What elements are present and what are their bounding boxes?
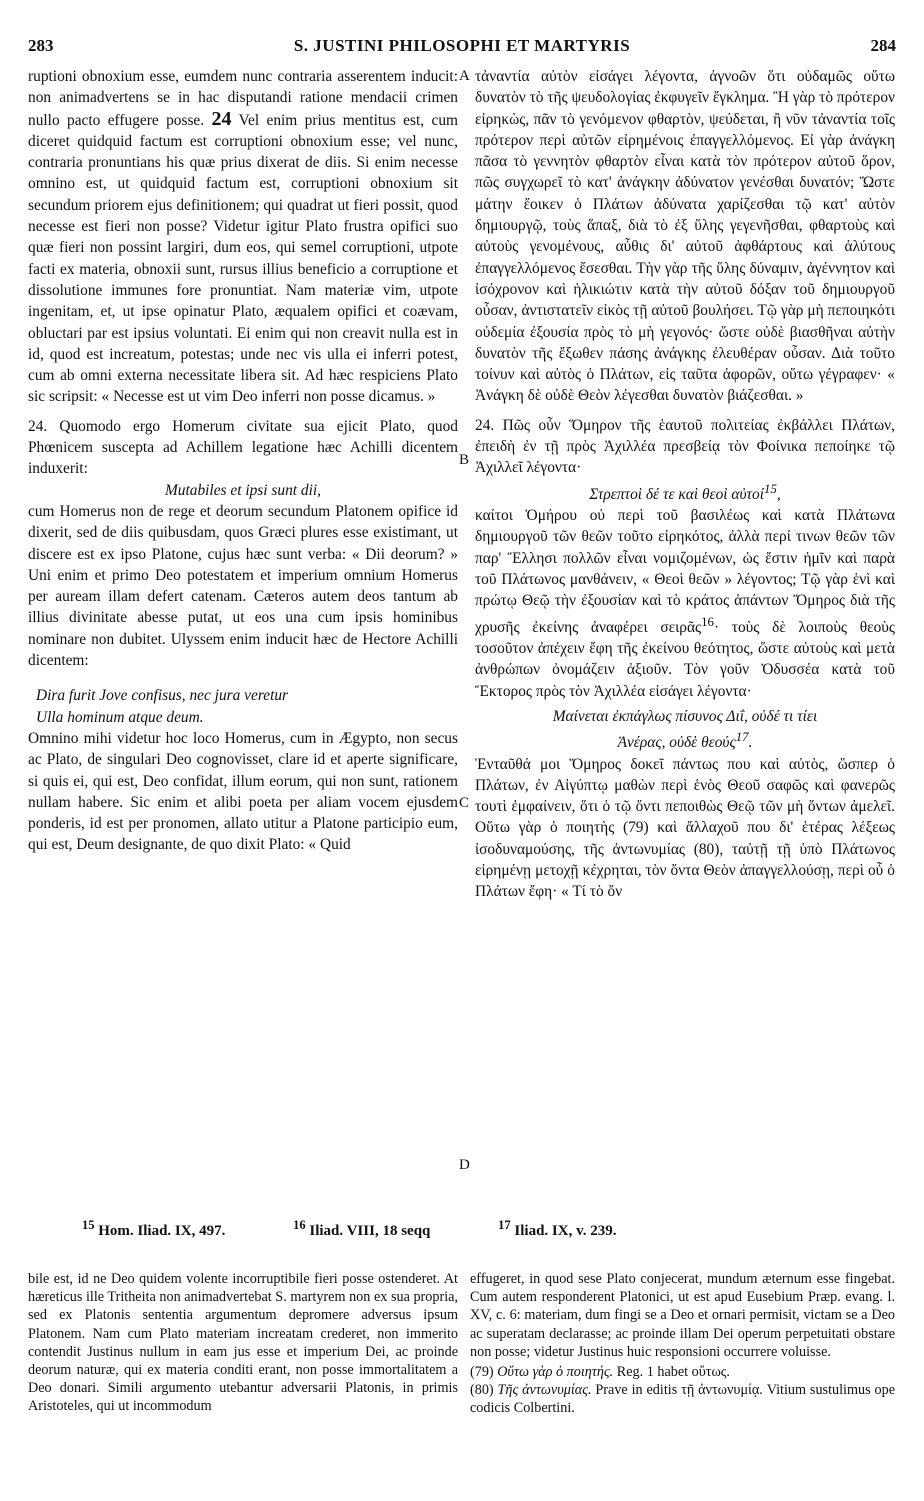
note-79: (79) Οὕτω γὰρ ὁ ποιητής. Reg. 1 habet οὕτως. bbox=[470, 1364, 730, 1381]
latin-verse: Ulla hominum atque deum. bbox=[36, 708, 204, 726]
latin-column bbox=[28, 66, 458, 856]
greek-verse: Στρεπτοὶ δέ τε καὶ θεοὶ αὐτοί$^{15}$, bbox=[589, 481, 781, 503]
latin-paragraph: Omnino mihi videtur hoc loco Homerus, cum in Ægypto, non secus ac Plato, de singulari Deo cognovisset, clare id et aperte significare, si quis ei, qui est, Deo confidat, illum eorum, qui non sunt, rationem nullam habere. Sic enim et alibi poeta per aliam vocem ejusdem ponderis, id est per pronomen, allato utitur a Platone participio eum, qui est, Deum designante, de quo dixit Plato: « Quid bbox=[28, 729, 458, 854]
running-header bbox=[28, 36, 896, 60]
footnote: $^{16}$ Iliad. VIII, 18 seqq bbox=[293, 1218, 431, 1239]
margin-letter-c: C bbox=[459, 795, 470, 811]
latin-paragraph: cum Homerus non de rege et deorum secundum Platonem opifice id dixerit, sed de diis quibusdam, quos Græci plures esse existimant, ut discere est ex ipso Platone, cujus hæc sunt verba: « Dii deorum? » Uni enim et primo Deo potestatem et imperium omnium Homerus per auream illam defert catenam. Cæteros autem deos tantum ab illius divinitate abesse putat, ut eos una cum ipsis hominibus nominare non dubitet. Ulyssem enim inducit hæc de Hectore Achilli dicentem: bbox=[28, 502, 458, 670]
latin-paragraph: 24. Quomodo ergo Homerum civitate sua ejicit Plato, quod Phœnicem suscepta ad Achillem legatione hæc Achilli dicentem induxerit: bbox=[28, 417, 458, 478]
greek-column bbox=[475, 66, 895, 903]
section-number: 24 bbox=[211, 107, 232, 130]
running-title: S. JUSTINI PHILOSOPHI ET MARTYRIS bbox=[293, 36, 631, 55]
footnote-ref: 16 bbox=[701, 614, 714, 629]
footnote-ref: 17 bbox=[735, 730, 749, 745]
greek-verse: Μαίνεται ἐκπάγλως πίσυνος Διΐ, οὐδέ τι τίει bbox=[552, 707, 818, 725]
margin-letter-d: D bbox=[459, 1157, 470, 1173]
note-80: (80) Τῆς ἀντωνυμίας. Prave in editis τῇ ἀντωνυμίᾳ. Vitium sustulimus ope codicis Colbertini. bbox=[470, 1382, 896, 1417]
notes-right-column bbox=[470, 1270, 895, 1418]
footnotes bbox=[82, 1218, 882, 1240]
greek-paragraph: καίτοι Ὁμήρου οὐ περὶ τοῦ βασιλέως καὶ κατὰ Πλάτωνα δημιουργοῦ τῶν θεῶν τοῦτο εἰρηκότος, ἀλλὰ περί τινων θεῶν τῶν παρ' Ἕλλησι πολλῶν εἶναι νομιζομένων, ὡς ἔστιν ἡμῖν καὶ παρὰ τοῦ Πλάτωνος μανθάνειν, « Θεοὶ θεῶν » λέγοντος; Τῷ γὰρ ἑνὶ καὶ πρώτῳ Θεῷ τὴν ἐξουσίαν καὶ τὸ κράτος ἁπάντων Ὅμηρος διὰ τῆς χρυσῆς ἐκείνης ἀναφέρει σειρᾶς$^{16}$· τοὺς δὲ λοιποὺς θεοὺς τοσοῦτον ἀπέχειν ἔφη τῆς ἐκείνου θεότητος, ὥστε αὐτοὺς καὶ μετὰ ἀνθρώπων ὀνομάζειν ἀξιοῦν. Τὸν γοῦν Ὀδυσσέα κατὰ τοῦ Ἕκτορος πρὸς τὸν Ἀχιλλέα εἰσάγει λέγοντα· bbox=[475, 507, 895, 700]
notes-left-column bbox=[28, 1270, 458, 1416]
greek-paragraph: Ἐνταῦθά μοι Ὅμηρος δοκεῖ πάντως που καὶ αὐτὸς, ὥσπερ ὁ Πλάτων, ἐν Αἰγύπτῳ μαθὼν περὶ ἑνὸς Θεοῦ σαφῶς καὶ φανερῶς τουτὶ ἐμφαίνειν, ὅτι ὁ τῷ ὄντι πεποιθὼς Θεῷ τῶν μὴ ὄντων ἀμελεῖ. Οὕτω γὰρ ὁ ποιητὴς (79) καὶ ἄλλαχοῦ που δι' ἑτέρας λέξεως ἰσοδυναμούσης, τῆς ἀντωνυμίας (80), ταὐτῇ τῇ ὑπὸ Πλάτωνος εἰρημένῃ μετοχῇ κέχρηται, τὸν ὄντα Θεὸν ἀπαγγελλούσῃ, περὶ οὗ ὁ Πλάτων ἔφη· « Τί τὸ ὄν bbox=[475, 755, 895, 901]
latin-verse: Mutabiles et ipsi sunt dii, bbox=[164, 481, 322, 499]
footnote: $^{15}$ Hom. Iliad. IX, 497. bbox=[82, 1218, 226, 1239]
note-paragraph: bile est, id ne Deo quidem volente incorruptibile fieri posse ostenderet. At hæreticus ille Tritheita non animadvertebat S. martyrem non ex sua propria, sed ex Platonis sententia argumentum depromere adversus ipsum Platonem. Nam cum Plato materiam increatam crederet, non immerito contendit Justinus nullum in eam jus esse et imperium Dei, ac proinde deorum naturæ, qui ex materia conditi erant, non posse immortalitatem a Deo donari. Simili argumento utebantur adversarii Platonis, in primis Aristoteles, qui ut incommodum bbox=[28, 1271, 458, 1415]
page-number-right: 284 bbox=[870, 36, 896, 55]
margin-letter-a: A bbox=[459, 68, 470, 84]
greek-paragraph: τἀναντία αὐτὸν εἰσάγει λέγοντα, ἀγνοῶν ὅτι οὐδαμῶς οὕτω δυνατὸν τὸ τῆς ψευδολογίας ἐκφυγεῖν ἔγκλημα. Ἢ γὰρ τὸ πρότερον εἰρηκὼς, πᾶν τὸ γενόμενον φθαρτὸν, ψεύδεται, ἢ νῦν τἀναντία τοῖς πρότερον περὶ αὐτῶν εἰρημένοις ἐπαγγελλόμενος. Εἰ γὰρ ἀνάγκη πᾶσα τὸ γεννητὸν φθαρτὸν εἶναι κατὰ τὸν πρότερον αὐτοῦ ὅρον, πῶς συγχωρεῖ τὸ κατ' ἀνάγκην ἀδύνατον γενέσθαι δυνατόν; Ὥστε μάτην ἔοικεν ὁ Πλάτων ἀδύνατα χαρίζεσθαι τῷ κατ' αὐτὸν δημιουργῷ, τοὺς ἅπαξ, διὰ τὸ ἐξ ὕλης γεγενῆσθαι, φθαρτοὺς καὶ αὐτοὺς γενομένους, αὖθις δι' αὐτοῦ ἀφθάρτους καὶ ἀλύτους ἐπαγγελλόμενος ἔσεσθαι. Τὴν γὰρ τῆς ὕλης δύναμιν, ἀγέννητον καὶ ἰσόχρονον καὶ ἡλικιώτιν κατὰ τὴν αὐτοῦ δόξαν τοῦ δημιουργοῦ οὖσαν, ἀντιστατεῖν εἰκὸς τῇ αὐτοῦ βουλήσει. Τῷ γὰρ μὴ πεποιηκότι οὐδεμία ἐξουσία πρὸς τὸ μὴ γεγονός· ὥστε οὐδὲ βιασθῆναι αὐτὴν δυνατὸν τῆς ἔξωθεν πάσης ἀνάγκης ἐλευθέραν οὖσαν. Διὰ τοῦτο τοίνυν καὶ αὐτὸς ὁ Πλάτων, εἰς ταῦτα ἀφορῶν, οὕτω γέγραφεν· « Ἀνάγκη δὲ οὐδὲ Θεὸν λέγεσθαι δυνατὸν βιάζεσθαι. » bbox=[475, 68, 895, 405]
latin-verse: Dira furit Jove confisus, nec jura veretur bbox=[36, 687, 289, 705]
latin-paragraph: ruptioni obnoxium esse, eumdem nunc contraria asserentem inducit: non animadvertens se in hac disputandi ratione mendacii crimen nullo pacto effugere posse. 24 Vel enim prius mentitus est, cum diceret quidquid factum est corruptioni obnoxium esse; vel nunc, contraria pronuntians his quæ prius dixerat de diis. Si enim necesse omnino est, ut quidquid factum est, corruptioni obnoxium sit secundum priorem ejus definitionem; qui quadrat ut fieri possit, quod necesse est fieri non posse? Videtur igitur Plato frustra opifici suo quæ fieri non possint largiri, dum eos, qui semel corruptioni, utpote facti ex materia, obnoxii sunt, rursus illius beneficio a corruptione et dissolutione immunes fore pronuntiat. Nam materiæ vim, utpote ingenitam, et, ut ipse opinatur Plato, æqualem opifici et coævam, obluctari par est ipsius voluntati. Ei enim qui non creavit nulla est in id, quod est increatum, potestas; unde nec vis ulla ei inferri potest, cum ab omni externa necessitate libera sit. Ad hæc respiciens Plato sic scripsit: « Necesse est ut vim Deo inferri non posse dicamus. » bbox=[28, 68, 458, 406]
greek-verse: Ἀνέρας, οὐδὲ θεούς$^{17}$. bbox=[617, 730, 753, 752]
margin-letter-b: B bbox=[459, 452, 470, 468]
footnote-ref: 15 bbox=[764, 481, 777, 496]
page-number-left: 283 bbox=[28, 36, 54, 55]
note-paragraph: effugeret, in quod sese Plato conjecerat, mundum æternum esse fingebat. Cum autem responderent Platonici, ut est apud Eusebium Præp. evang. l. XV, c. 6: materiam, dum fingi se a Deo et ornari permisit, victam se a Deo ac superatam declarasse; ac proinde illam Dei operum perpetuitati obstare non posse; videtur Justinus huic responsioni occurrere voluisse. bbox=[470, 1271, 895, 1360]
greek-paragraph: 24. Πῶς οὖν Ὅμηρον τῆς ἑαυτοῦ πολιτείας ἐκβάλλει Πλάτων, ἐπειδὴ ἐν τῇ πρὸς Ἀχιλλέα πρεσβείᾳ τὸν Φοίνικα πεποίηκε τῷ Ἀχιλλεῖ λέγοντα· bbox=[475, 416, 895, 477]
footnote: $^{17}$ Iliad. IX, v. 239. bbox=[498, 1218, 617, 1239]
